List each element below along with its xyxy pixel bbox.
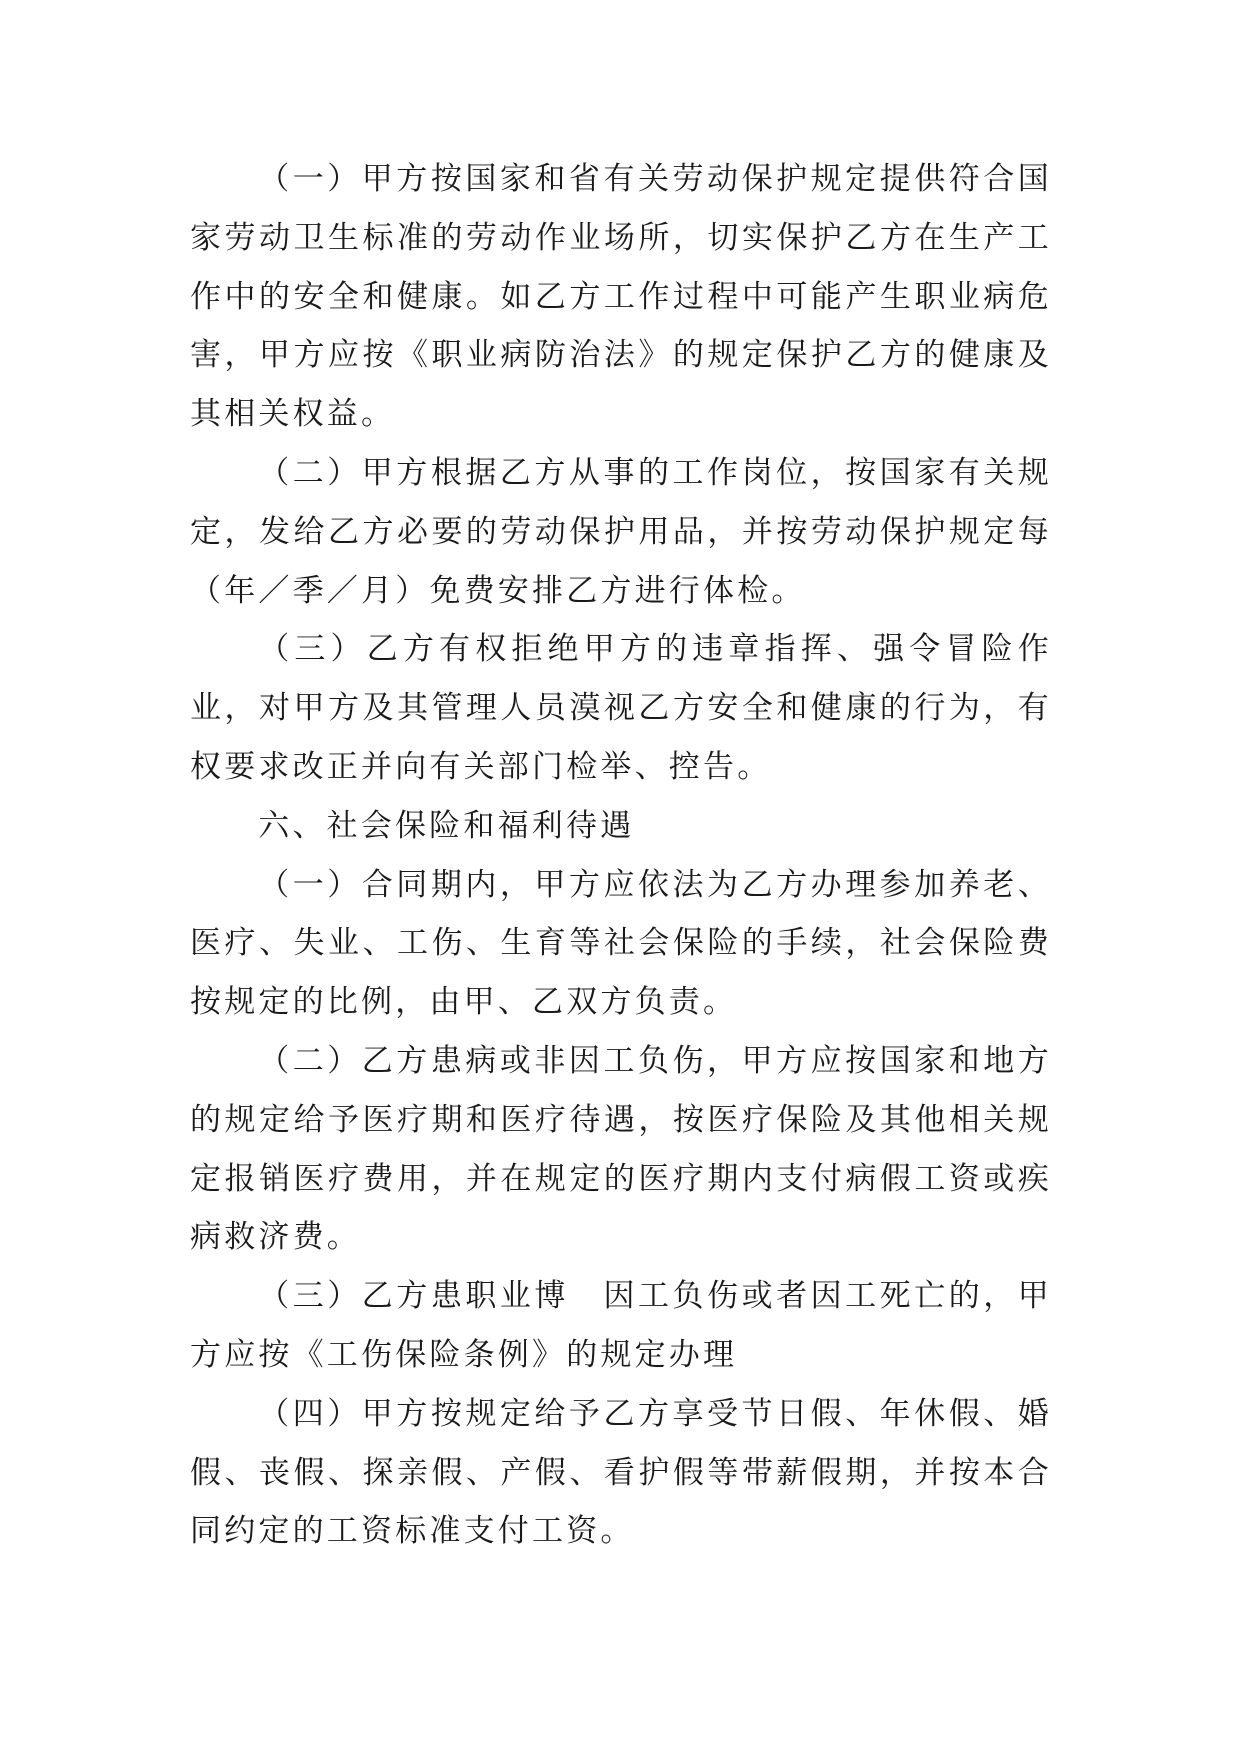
document-body [190, 150, 1087, 1561]
paragraph-labor-protection-3: （三）乙方有权拒绝甲方的违章指挥、强令冒险作业，对甲方及其管理人员漠视乙方安全和健康的行为，有权要求改正并向有关部门检举、控告。 [190, 631, 1052, 785]
paragraph-social-insurance-4: （四）甲方按规定给予乙方享受节日假、年休假、婚假、丧假、探亲假、产假、看护假等带薪假期，并按本合同约定的工资标准支付工资。 [190, 1395, 1052, 1550]
paragraph-social-insurance-2: （二）乙方患病或非因工负伤，甲方应按国家和地方的规定给予医疗期和医疗待遇，按医疗保险及其他相关规定报销医疗费用，并在规定的医疗期内支付病假工资或疾病救济费。 [190, 1042, 1052, 1256]
section-heading-social-insurance: 六、社会保险和福利待遇 [258, 807, 635, 844]
paragraph-social-insurance-3: （三）乙方患职业博 因工负伤或者因工死亡的，甲方应按《工伤保险条例》的规定办理 [190, 1278, 1052, 1373]
paragraph-labor-protection-1: （一）甲方按国家和省有关劳动保护规定提供符合国家劳动卫生标准的劳动作业场所，切实保护乙方在生产工作中的安全和健康。如乙方工作过程中可能产生职业病危害，甲方应按《职业病防治法》的规定保护乙方的健康及其相关权益。 [190, 161, 1052, 433]
paragraph-social-insurance-1: （一）合同期内，甲方应依法为乙方办理参加养老、医疗、失业、工伤、生育等社会保险的手续，社会保险费按规定的比例，由甲、乙双方负责。 [190, 866, 1052, 1021]
paragraph-labor-protection-2: （二）甲方根据乙方从事的工作岗位，按国家有关规定，发给乙方必要的劳动保护用品，并按劳动保护规定每 （年／季／月）免费安排乙方进行体检。 [190, 454, 1087, 609]
